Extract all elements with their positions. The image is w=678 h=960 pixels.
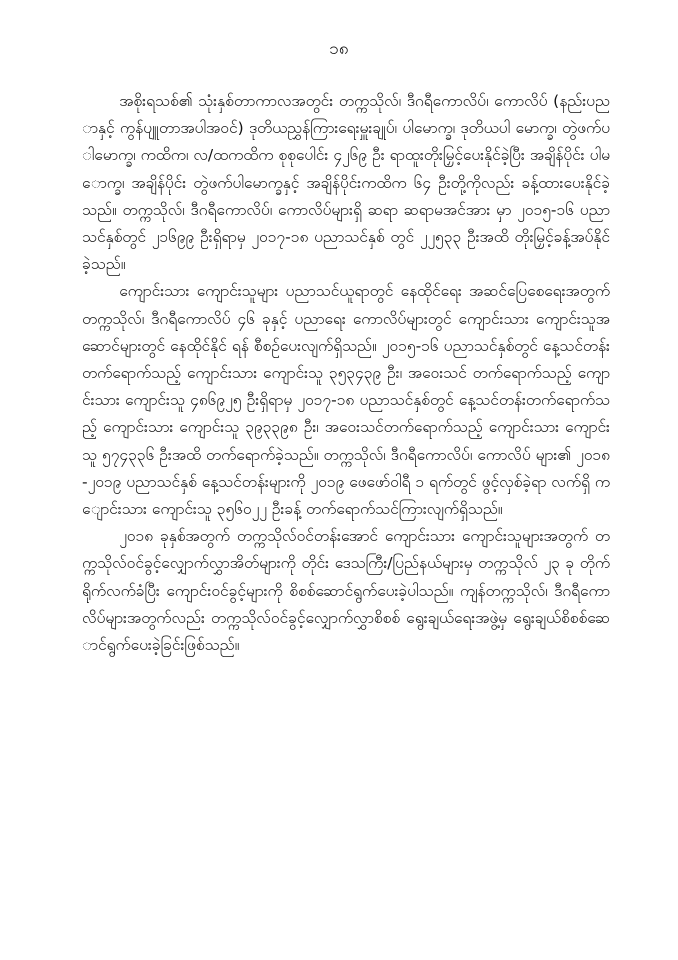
paragraph: ကျောင်းသား ကျောင်းသူများ ပညာသင်ယူရာတွင် နေထိုင်ရေး အဆင်ပြေစေရေးအတွက် တက္ကသိုလ်၊ ဒီဂရီကောလိပ် ၄၆ ခုနှင့် ပညာရေး ကောလိပ်များတွင် ကျောင်းသား ကျောင်းသူအဆောင်များတွင် နေထိုင်နိုင် ရန် စီစဉ်ပေးလျက်ရှိသည်။ ၂၀၁၅-၁၆ ပညာသင်နှစ်တွင် နေ့သင်တန်း တက်ရောက်သည့် ကျောင်းသား ကျောင်းသူ ၃၅၃၄၃၉ ဦး၊ အဝေးသင် တက်ရောက်သည့် ကျောင်းသား ကျောင်းသူ ၄၈၆၉၂၅ ဦးရှိရာမှ ၂၀၁၇-၁၈ ပညာသင်နှစ်တွင် နေ့သင်တန်းတက်ရောက်သည့် ကျောင်းသား ကျောင်းသူ ၃၉၃၃၉၈ ဦး၊ အဝေးသင်တက်ရောက်သည့် ကျောင်းသား ကျောင်းသူ ၅၇၄၃၃၆ ဦးအထိ တက်ရောက်ခဲ့သည်။ တက္ကသိုလ်၊ ဒီဂရီကောလိပ်၊ ကောလိပ် များ၏ ၂၀၁၈-၂၀၁၉ ပညာသင်နှစ် နေ့သင်တန်းများကို ၂၀၁၉ ဖေဖော်ဝါရီ ၁ ရက်တွင် ဖွင့်လှစ်ခဲ့ရာ လက်ရှိ ကျောင်းသား ကျောင်းသူ ၃၅၆၀၂၂ ဦးခန့် တက်ရောက်သင်ကြားလျက်ရှိသည်။ — [82, 282, 611, 519]
body-text — [82, 88, 610, 659]
page-number: ၁၈ — [329, 39, 349, 59]
paragraph: အစိုးရသစ်၏ သုံးနှစ်တာကာလအတွင်း တက္ကသိုလ်၊ ဒီဂရီကောလိပ်၊ ကောလိပ် (နည်းပညာနှင့် ကွန်ပျူတာအပါအဝင်) ဒုတိယညွှန်ကြားရေးမှူးချုပ်၊ ပါမောက္ခ၊ ဒုတိယပါ မောက္ခ၊ တွဲဖက်ပါမောက္ခ၊ ကထိက၊ လ/ထကထိက စုစုပေါင်း ၄၂၆၉ ဦး ရာထူးတိုးမြှင့်ပေးနိုင်ခဲ့ပြီး အချိန်ပိုင်း ပါမောက္ခ၊ အချိန်ပိုင်း တွဲဖက်ပါမောက္ခနှင့် အချိန်ပိုင်းကထိက ၆၄ ဦးတို့ကိုလည်း ခန့်ထားပေးနိုင်ခဲ့ သည်။ တက္ကသိုလ်၊ ဒီဂရီကောလိပ်၊ ကောလိပ်များရှိ ဆရာ ဆရာမအင်အား မှာ ၂၀၁၅-၁၆ ပညာသင်နှစ်တွင် ၂၁၆၉၉ ဦးရှိရာမှ ၂၀၁၇-၁၈ ပညာသင်နှစ် တွင် ၂၂၅၃၃ ဦးအထိ တိုးမြှင့်ခန့်အပ်နိုင်ခဲ့သည်။ — [82, 92, 610, 274]
paragraph: ၂၀၁၈ ခုနှစ်အတွက် တက္ကသိုလ်ဝင်တန်းအောင် ကျောင်းသား ကျောင်းသူများအတွက် တက္ကသိုလ်ဝင်ခွင့်လျှောက်လွှာအိတ်များကို တိုင်း ဒေသကြီး/ပြည်နယ်များမှ တက္ကသိုလ် ၂၃ ခု တိုက်ရိုက်လက်ခံပြီး ကျောင်းဝင်ခွင့်များကို စိစစ်ဆောင်ရွက်ပေးခဲ့ပါသည်။ ကျန်တက္ကသိုလ်၊ ဒီဂရီကောလိပ်များအတွက်လည်း တက္ကသိုလ်ဝင်ခွင့်လျှောက်လွှာစိစစ် ရွေးချယ်ရေးအဖွဲ့မှ ရွေးချယ်စိစစ်ဆောင်ရွက်ပေးခဲ့ခြင်းဖြစ်သည်။ — [82, 527, 610, 655]
